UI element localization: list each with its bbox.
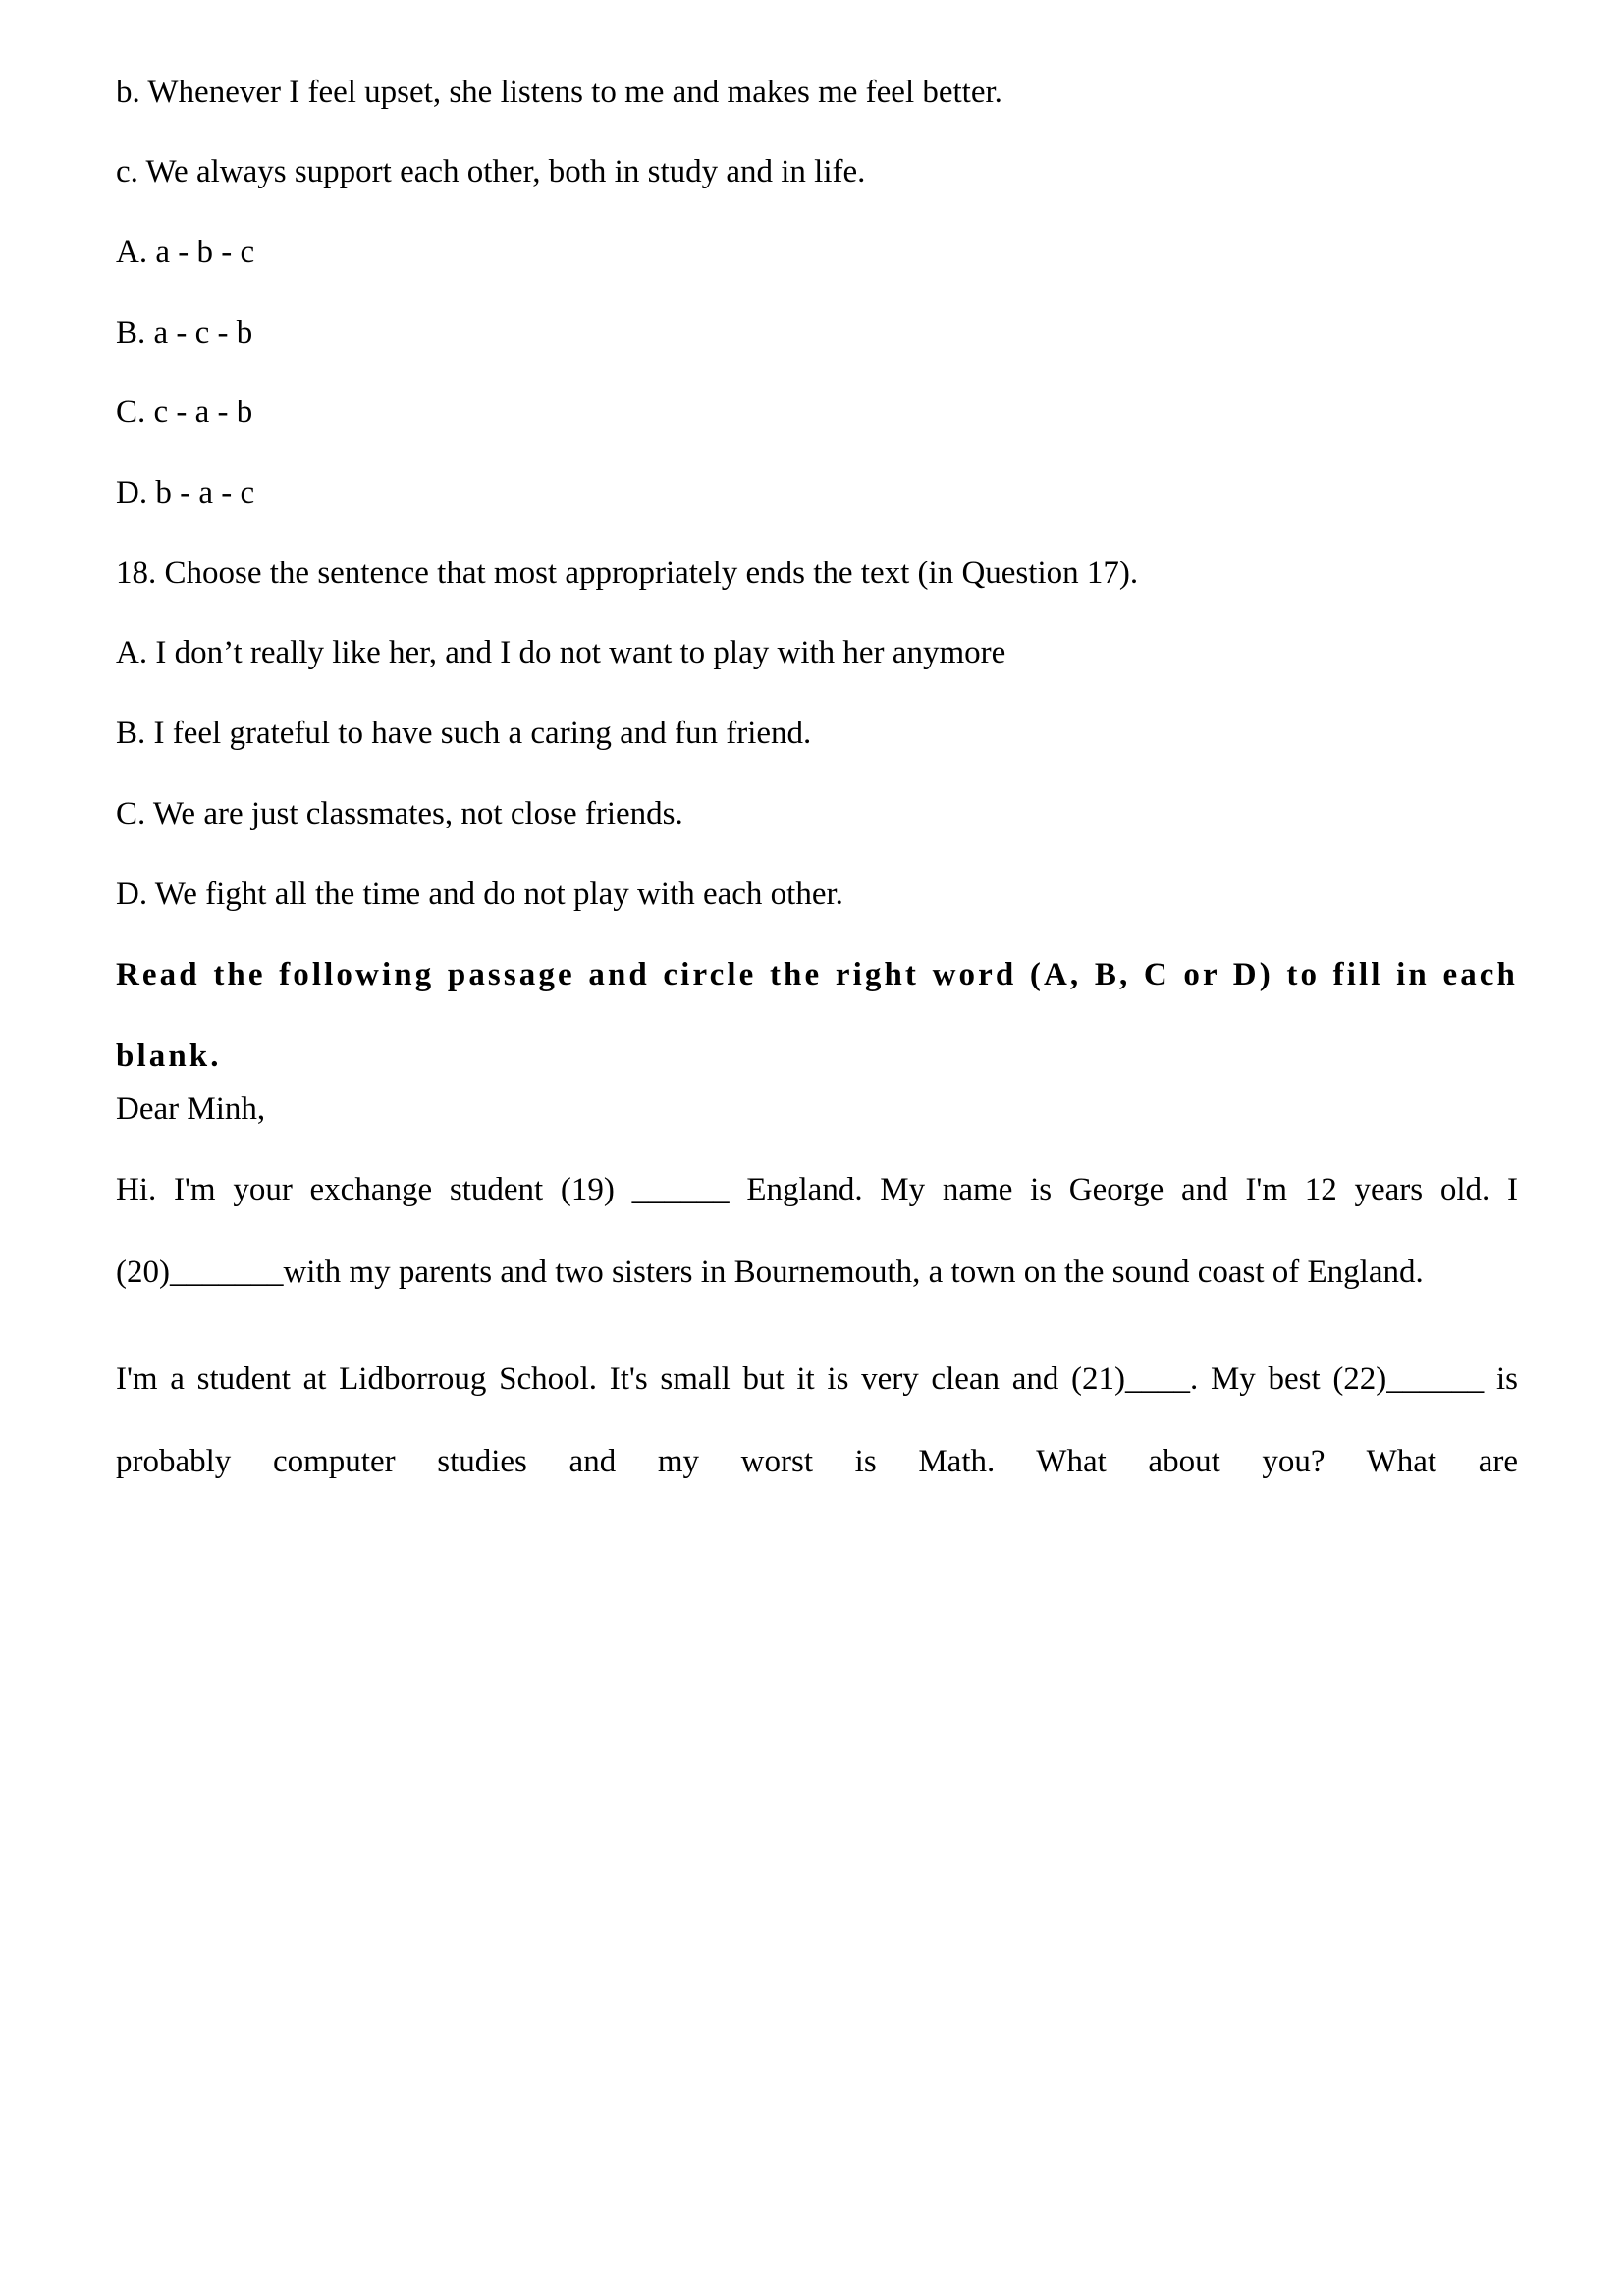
q17-answer-d: D. b - a - c: [116, 475, 255, 510]
q18-answer-b: B. I feel grateful to have such a caring and fun friend.: [116, 716, 812, 751]
q18-answer-d: D. We fight all the time and do not play with each other.: [116, 877, 843, 912]
q17-answer-a: A. a - b - c: [116, 235, 255, 270]
q18-question: 18. Choose the sentence that most appropriately ends the text (in Question 17).: [116, 556, 1139, 591]
q18-answer-c: C. We are just classmates, not close friends.: [116, 796, 683, 831]
letter-paragraph-2: I'm a student at Lidborroug School. It's small but it is very clean and (21)____. My best (22)______ is probably computer studies and my worst is Math. What about you? What are: [116, 1362, 1518, 1479]
reading-instruction: Read the following passage and circle the right word (A, B, C or D) to fill in each blank.: [116, 957, 1518, 1074]
q17-option-c: c. We always support each other, both in study and in life.: [116, 154, 866, 189]
q17-answer-c: C. c - a - b: [116, 395, 253, 430]
q18-answer-a: A. I don’t really like her, and I do not want to play with her anymore: [116, 635, 1006, 670]
q17-option-b: b. Whenever I feel upset, she listens to me and makes me feel better.: [116, 75, 1002, 110]
letter-paragraph-1: Hi. I'm your exchange student (19) ______ England. My name is George and I'm 12 years old. I (20)_______with my parents and two sisters in Bournemouth, a town on the sound coast of England.: [116, 1172, 1518, 1290]
letter-greeting: Dear Minh,: [116, 1092, 266, 1127]
q17-answer-b: B. a - c - b: [116, 315, 253, 350]
